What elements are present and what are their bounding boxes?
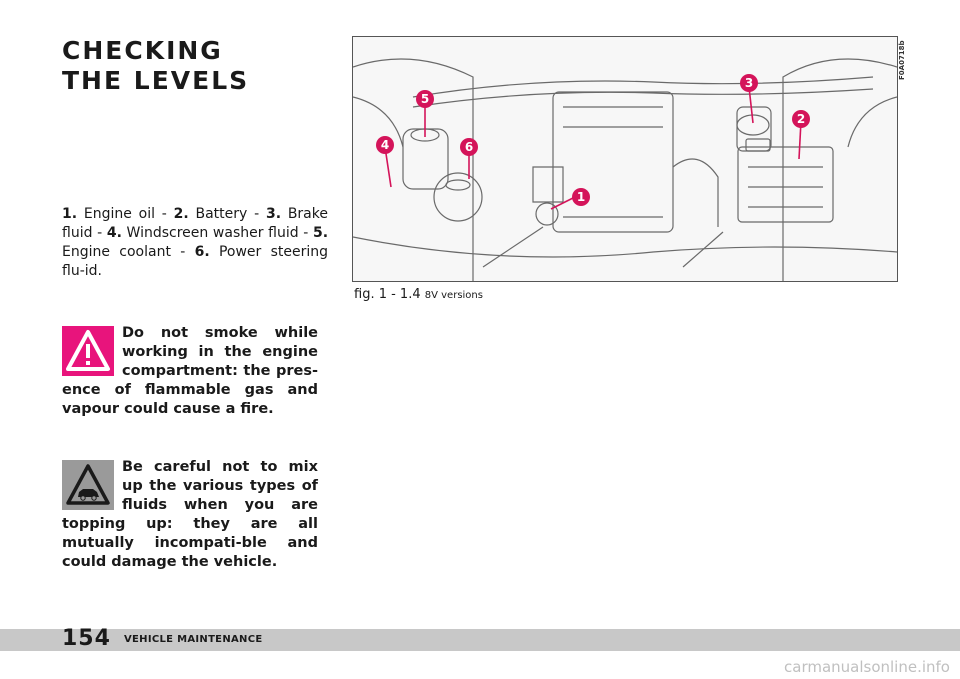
legend-text: Brake fluid - [62,206,328,241]
title-line-2: THE LEVELS [62,66,250,95]
callout-3 [740,74,758,92]
caption-small: 8V versions [424,290,483,301]
engine-bay-figure [352,36,898,282]
legend-number: 5. [312,225,329,241]
callout-1 [572,188,590,206]
legend-text: Engine coolant - [62,244,195,260]
callout-label: 4 [380,138,390,152]
caption-main: fig. 1 - 1.4 [354,287,425,302]
caution-text: Be careful not to mix up the various types of fluids when you are topping up: they are all mutually incompati-ble and could damage the vehicle. [62,459,318,570]
callout-6 [460,138,478,156]
car-triangle-icon [62,460,114,510]
callout-label: 1 [576,190,586,204]
legend-number: 3. [265,206,282,222]
legend-number: 2. [173,206,189,222]
callout-label: 6 [464,140,474,154]
legend-number: 1. [62,206,78,222]
warning-triangle-icon [62,326,114,376]
page-title [62,36,249,96]
callout-label: 5 [420,92,430,106]
warning-note [62,324,318,419]
caution-note [62,458,318,572]
callout-label: 2 [796,112,806,126]
watermark: carmanualsonline.info [784,658,950,676]
callout-label: 3 [744,76,754,90]
warning-text: Do not smoke while working in the engine compartment: the pres-ence of flammable gas and vapour could cause a fire. [62,325,318,417]
legend-text: Windscreen washer fluid - [126,225,313,241]
legend-number: 6. [194,244,210,260]
title-line-1: CHECKING [62,36,223,65]
page-number: 154 [62,626,111,651]
legend-text: Power steering flu-id. [62,244,329,279]
callout-5 [416,90,434,108]
section-name: VEHICLE MAINTENANCE [124,634,263,645]
legend-number: 4. [106,225,122,241]
component-legend [62,205,328,281]
figure-code: F0A0718b [898,40,906,80]
legend-text: Battery - [195,206,266,222]
figure-caption [354,287,483,302]
callout-2 [792,110,810,128]
callout-4 [376,136,394,154]
legend-text: Engine oil - [83,206,174,222]
